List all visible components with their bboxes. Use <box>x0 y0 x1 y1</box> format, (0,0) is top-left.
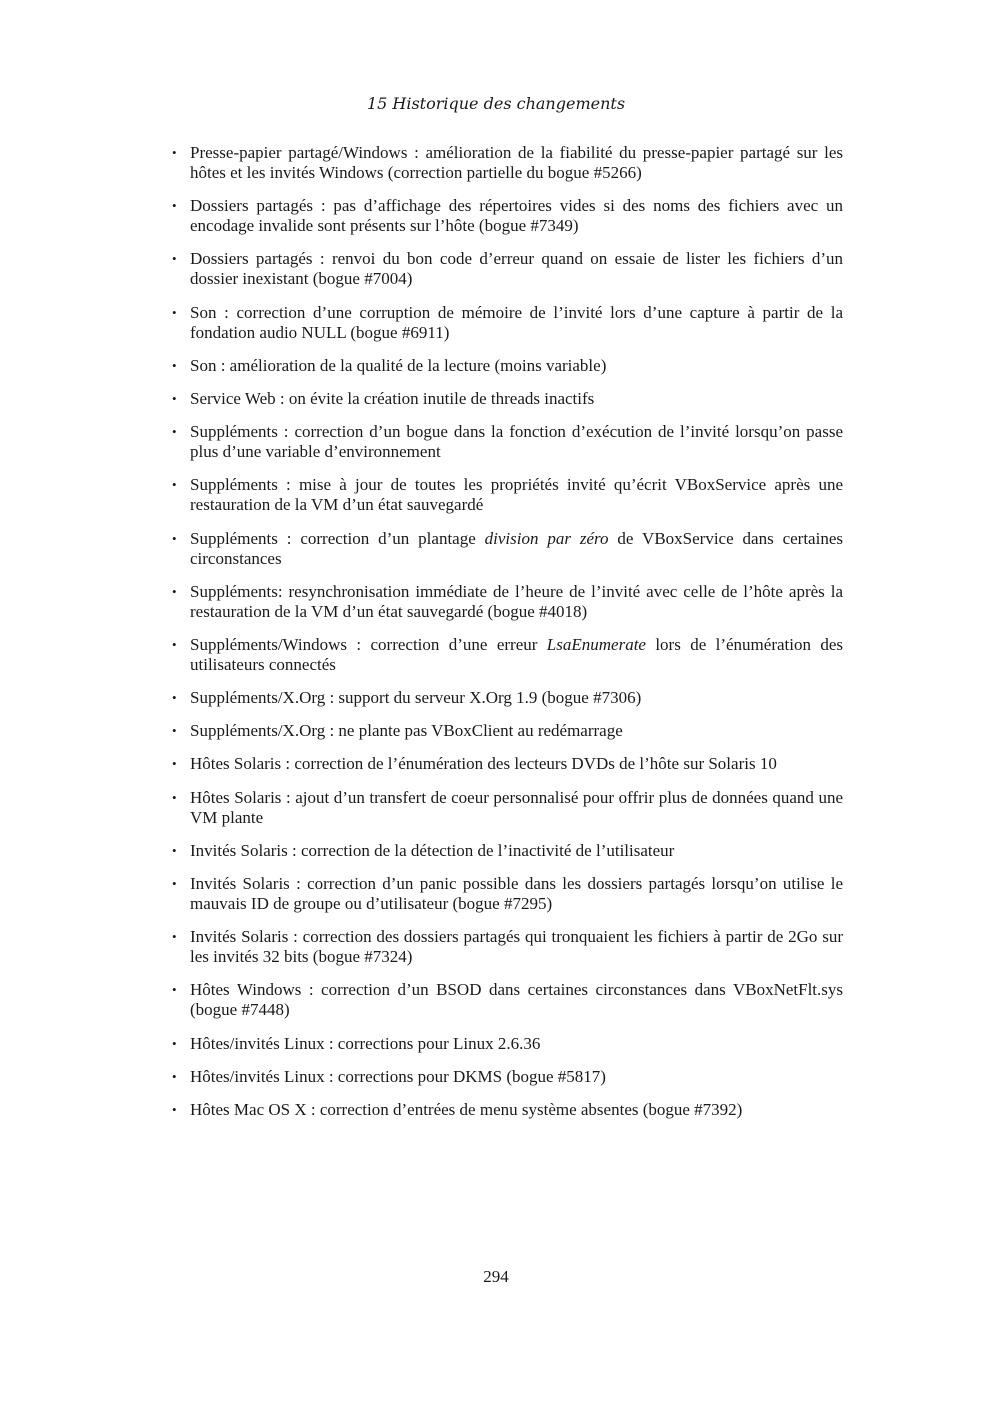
changelog-item-text <box>190 721 623 740</box>
changelog-item <box>172 389 843 409</box>
changelog-item-text <box>190 356 606 375</box>
bullet-icon: • <box>172 842 177 858</box>
changelog-item <box>172 356 843 376</box>
text-segment: Son : correction d’une corruption de mémoire de l’invité lors d’une capture à partir de la fondation audio NULL (bogue #6911) <box>190 302 843 342</box>
bullet-icon: • <box>172 876 177 891</box>
page-number: 294 <box>483 1267 509 1286</box>
changelog-item-text <box>190 1034 540 1053</box>
changelog-item <box>172 475 843 515</box>
changelog-item <box>172 303 843 343</box>
text-segment: de VBoxService dans certaines circonstances <box>190 528 843 568</box>
changelog-item-text <box>190 788 843 827</box>
text-segment: Hôtes Windows : correction d’un BSOD dans certaines circonstances dans VBoxNetFlt.sys (bogue #7448) <box>190 980 843 1020</box>
bullet-icon: • <box>172 929 177 945</box>
bullet-icon: • <box>172 636 177 652</box>
changelog-item-text <box>190 143 843 182</box>
text-segment: Suppléments/Windows : correction d’une erreur <box>190 634 547 654</box>
changelog-item <box>172 1100 843 1120</box>
changelog-item-text <box>190 303 843 342</box>
bullet-icon: • <box>172 424 177 440</box>
bullet-icon: • <box>172 530 177 546</box>
text-segment: Hôtes Solaris : correction de l’énumération des lecteurs DVDs de l’hôte sur Solaris 10 <box>190 754 777 774</box>
text-segment: Hôtes Solaris : ajout d’un transfert de coeur personnalisé pour offrir plus de données quand une VM plante <box>190 787 843 827</box>
running-header: 15 Historique des changements <box>366 94 626 113</box>
changelog-item <box>172 754 843 774</box>
changelog-item-text <box>190 582 843 621</box>
text-segment: Dossiers partagés : pas d’affichage des répertoires vides si des noms des fichiers avec un encodage invalide sont présents sur l’hôte (bogue #7349) <box>190 196 843 236</box>
text-segment: Dossiers partagés : renvoi du bon code d’erreur quand on essaie de lister les fichiers d’un dossier inexistant (bogue #7004) <box>190 249 843 289</box>
text-segment: Suppléments/X.Org : ne plante pas VBoxClient au redémarrage <box>190 721 623 741</box>
text-segment: Suppléments : correction d’un bogue dans la fonction d’exécution de l’invité lorsqu’on passe plus d’une variable d’environnement <box>190 422 843 462</box>
bullet-icon: • <box>172 723 177 739</box>
text-segment: Hôtes Mac OS X : correction d’entrées de menu système absentes (bogue #7392) <box>190 1099 743 1119</box>
bullet-icon: • <box>172 198 177 214</box>
changelog-item <box>172 582 843 622</box>
changelog-item-text <box>190 635 843 674</box>
text-segment: Son : amélioration de la qualité de la lecture (moins variable) <box>190 355 607 375</box>
text-segment: Hôtes/invités Linux : corrections pour DKMS (bogue #5817) <box>190 1066 606 1086</box>
changelog-item <box>172 1067 843 1087</box>
bullet-icon: • <box>172 789 177 805</box>
text-segment: Hôtes/invités Linux : corrections pour Linux 2.6.36 <box>190 1033 541 1053</box>
changelog-item <box>172 874 843 914</box>
bullet-icon: • <box>172 1035 177 1051</box>
changelog-item-text <box>190 980 843 1019</box>
bullet-icon: • <box>172 1068 177 1084</box>
changelog-item <box>172 143 843 183</box>
changelog-item-text <box>190 927 843 966</box>
bullet-icon: • <box>172 756 177 772</box>
changelog-list <box>172 143 843 1133</box>
bullet-icon: • <box>172 357 177 373</box>
bullet-icon: • <box>172 1101 177 1117</box>
bullet-icon: • <box>172 145 177 160</box>
changelog-item <box>172 249 843 289</box>
changelog-item-text <box>190 754 777 773</box>
bullet-icon: • <box>172 982 177 998</box>
changelog-item-text <box>190 529 843 568</box>
text-segment: Suppléments/X.Org : support du serveur X.Org 1.9 (bogue #7306) <box>190 688 642 708</box>
changelog-item-text <box>190 1067 606 1086</box>
changelog-item-text <box>190 688 641 707</box>
changelog-item <box>172 721 843 741</box>
text-segment: Suppléments : correction d’un plantage <box>190 528 485 548</box>
changelog-item-text <box>190 1100 742 1119</box>
bullet-icon: • <box>172 690 177 706</box>
bullet-icon: • <box>172 304 177 320</box>
changelog-item <box>172 635 843 675</box>
bullet-icon: • <box>172 583 177 599</box>
text-segment: Invités Solaris : correction de la détection de l’inactivité de l’utilisateur <box>190 840 675 860</box>
changelog-item-text <box>190 475 843 514</box>
changelog-item-text <box>190 874 843 913</box>
text-segment: Suppléments: resynchronisation immédiate de l’heure de l’invité avec celle de l’hôte après la restauration de la VM d’un état sauvegardé (bogue #4018) <box>190 581 843 621</box>
changelog-item <box>172 841 843 861</box>
changelog-item <box>172 1034 843 1054</box>
changelog-item <box>172 688 843 708</box>
text-segment: Service Web : on évite la création inutile de threads inactifs <box>190 388 595 408</box>
emphasized-term: LsaEnumerate <box>546 634 646 654</box>
text-segment: Invités Solaris : correction d’un panic possible dans les dossiers partagés lorsqu’on utilise le mauvais ID de groupe ou d’utilisateur (bogue #7295) <box>190 874 843 913</box>
bullet-icon: • <box>172 251 177 267</box>
changelog-item <box>172 927 843 967</box>
text-segment: Suppléments : mise à jour de toutes les propriétés invité qu’écrit VBoxService après une restauration de la VM d’un état sauvegardé <box>190 475 843 515</box>
changelog-item <box>172 529 843 569</box>
text-segment: Presse-papier partagé/Windows : amélioration de la fiabilité du presse-papier partagé sur les hôtes et les invités Windows (correction partielle du bogue #5266) <box>190 143 843 182</box>
changelog-item <box>172 196 843 236</box>
changelog-item-text <box>190 422 843 461</box>
bullet-icon: • <box>172 477 177 493</box>
emphasized-term: division par zéro <box>484 528 609 548</box>
changelog-item-text <box>190 196 843 235</box>
changelog-item-text <box>190 249 843 288</box>
changelog-item <box>172 422 843 462</box>
changelog-item-text <box>190 841 674 860</box>
changelog-item <box>172 980 843 1020</box>
changelog-item <box>172 788 843 828</box>
text-segment: lors de l’énumération des utilisateurs connectés <box>190 634 843 674</box>
changelog-item-text <box>190 389 594 408</box>
bullet-icon: • <box>172 390 177 406</box>
text-segment: Invités Solaris : correction des dossiers partagés qui tronquaient les fichiers à partir de 2Go sur les invités 32 bits (bogue #7324) <box>190 927 843 967</box>
